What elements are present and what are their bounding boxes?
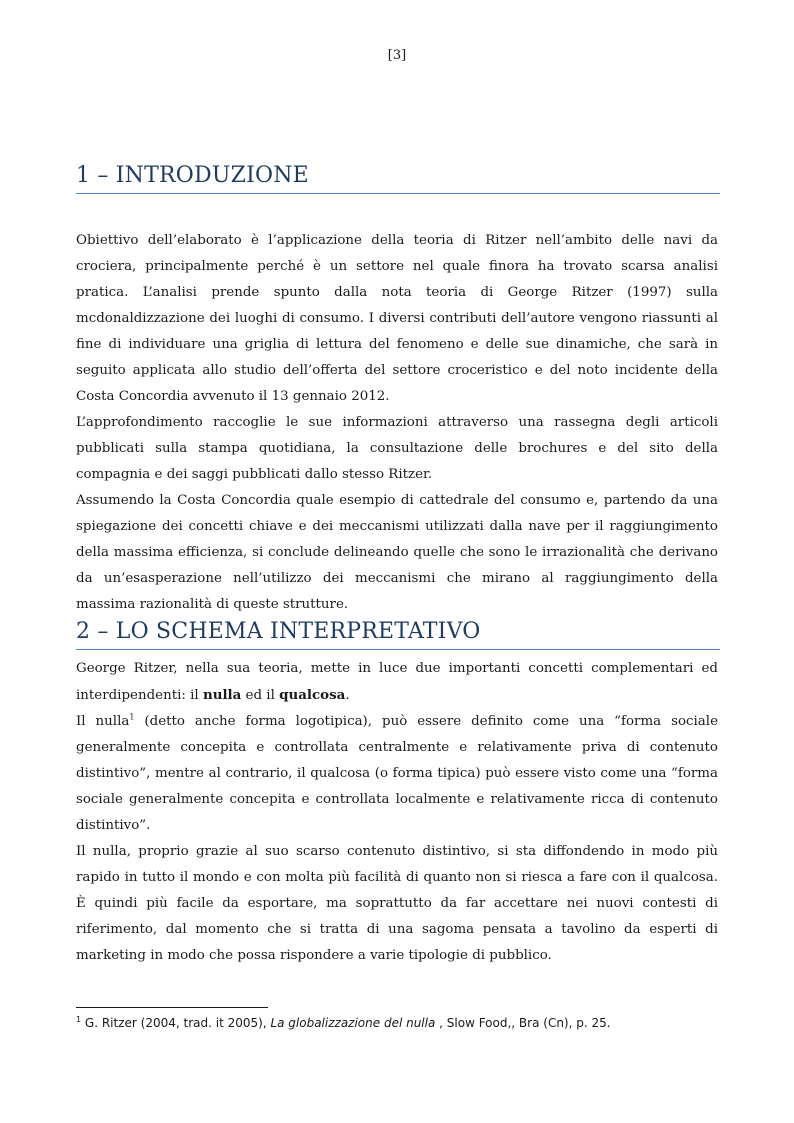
- text-run: George Ritzer, nella sua teoria, mette in luce due importanti concetti complementari ed interdipendenti: il: [76, 661, 718, 703]
- text-run: (detto anche forma logotipica), può essere definito come una “forma sociale generalmente concepita e controllata centralmente e relativamente priva di contenuto distintivo”, mentre al contrario, il qualcosa (o forma tipica) può essere visto come una “forma sociale generalmente concepita e controllata localmente e relativamente ricca di contenuto distintivo”.: [76, 714, 718, 833]
- section-schema-body: [76, 656, 718, 969]
- text-run: ed il: [241, 688, 280, 703]
- footnote-divider: [76, 1007, 268, 1008]
- paragraph: Assumendo la Costa Concordia quale esempio di cattedrale del consumo e, partendo da una spiegazione dei concetti chiave e dei meccanismi utilizzati dalla nave per il raggiungimento della massima efficienza, si conclude delineando quelle che sono le irrazionalità che derivano da un’esasperazione nell’utilizzo dei meccanismi che mirano al raggiungimento della massima razionalità di queste strutture.: [76, 493, 718, 612]
- footnote-number: 1: [76, 1015, 82, 1024]
- footnote-text: , Slow Food,, Bra (Cn), p. 25.: [435, 1016, 611, 1030]
- page-number: [3]: [387, 48, 407, 63]
- text-run: Il nulla: [76, 714, 130, 729]
- section-heading-schema-interpretativo: 2 – LO SCHEMA INTERPRETATIVO: [76, 619, 720, 650]
- section-heading-introduzione: 1 – INTRODUZIONE: [76, 163, 720, 194]
- bold-term-nulla: nulla: [202, 687, 242, 703]
- paragraph: Il nulla, proprio grazie al suo scarso contenuto distintivo, si sta diffondendo in modo più rapido in tutto il mondo e con molta più facilità di quanto non si riesca a fare con il qualcosa. È quindi più facile da esportare, ma soprattutto da far accettare nei nuovi contesti di riferimento, dal momento che si tratta di una sagoma pensata a tavolino da esperti di marketing in modo che possa rispondere a varie tipologie di pubblico.: [76, 844, 718, 963]
- footnote-text: G. Ritzer (2004, trad. it 2005),: [81, 1016, 271, 1030]
- paragraph: Obiettivo dell’elaborato è l’applicazione della teoria di Ritzer nell’ambito delle navi da crociera, principalmente perché è un settore nel quale finora ha trovato scarsa analisi pratica. L’analisi prende spunto dalla nota teoria di George Ritzer (1997) sulla mcdonaldizzazione dei luoghi di consumo. I diversi contributi dell’autore vengono riassunti al fine di individuare una griglia di lettura del fenomeno e delle sue dinamiche, che sarà in seguito applicata allo studio dell’offerta del settore croceristico e del noto incidente della Costa Concordia avvenuto il 13 gennaio 2012.: [76, 233, 718, 404]
- paragraph: [76, 656, 718, 709]
- paragraph: L’approfondimento raccoglie le sue informazioni attraverso una rassegna degli articoli pubblicati sulla stampa quotidiana, la consultazione delle brochures e del sito della compagnia e dei saggi pubblicati dallo stesso Ritzer.: [76, 415, 718, 482]
- bold-term-qualcosa: qualcosa: [279, 687, 346, 703]
- footnote-title: La globalizzazione del nulla: [270, 1016, 436, 1030]
- footnote-ref[interactable]: 1: [129, 712, 135, 722]
- paragraph: [76, 709, 718, 839]
- section-introduzione-body: [76, 228, 718, 618]
- text-run: .: [345, 688, 350, 703]
- footnote: [76, 1016, 720, 1030]
